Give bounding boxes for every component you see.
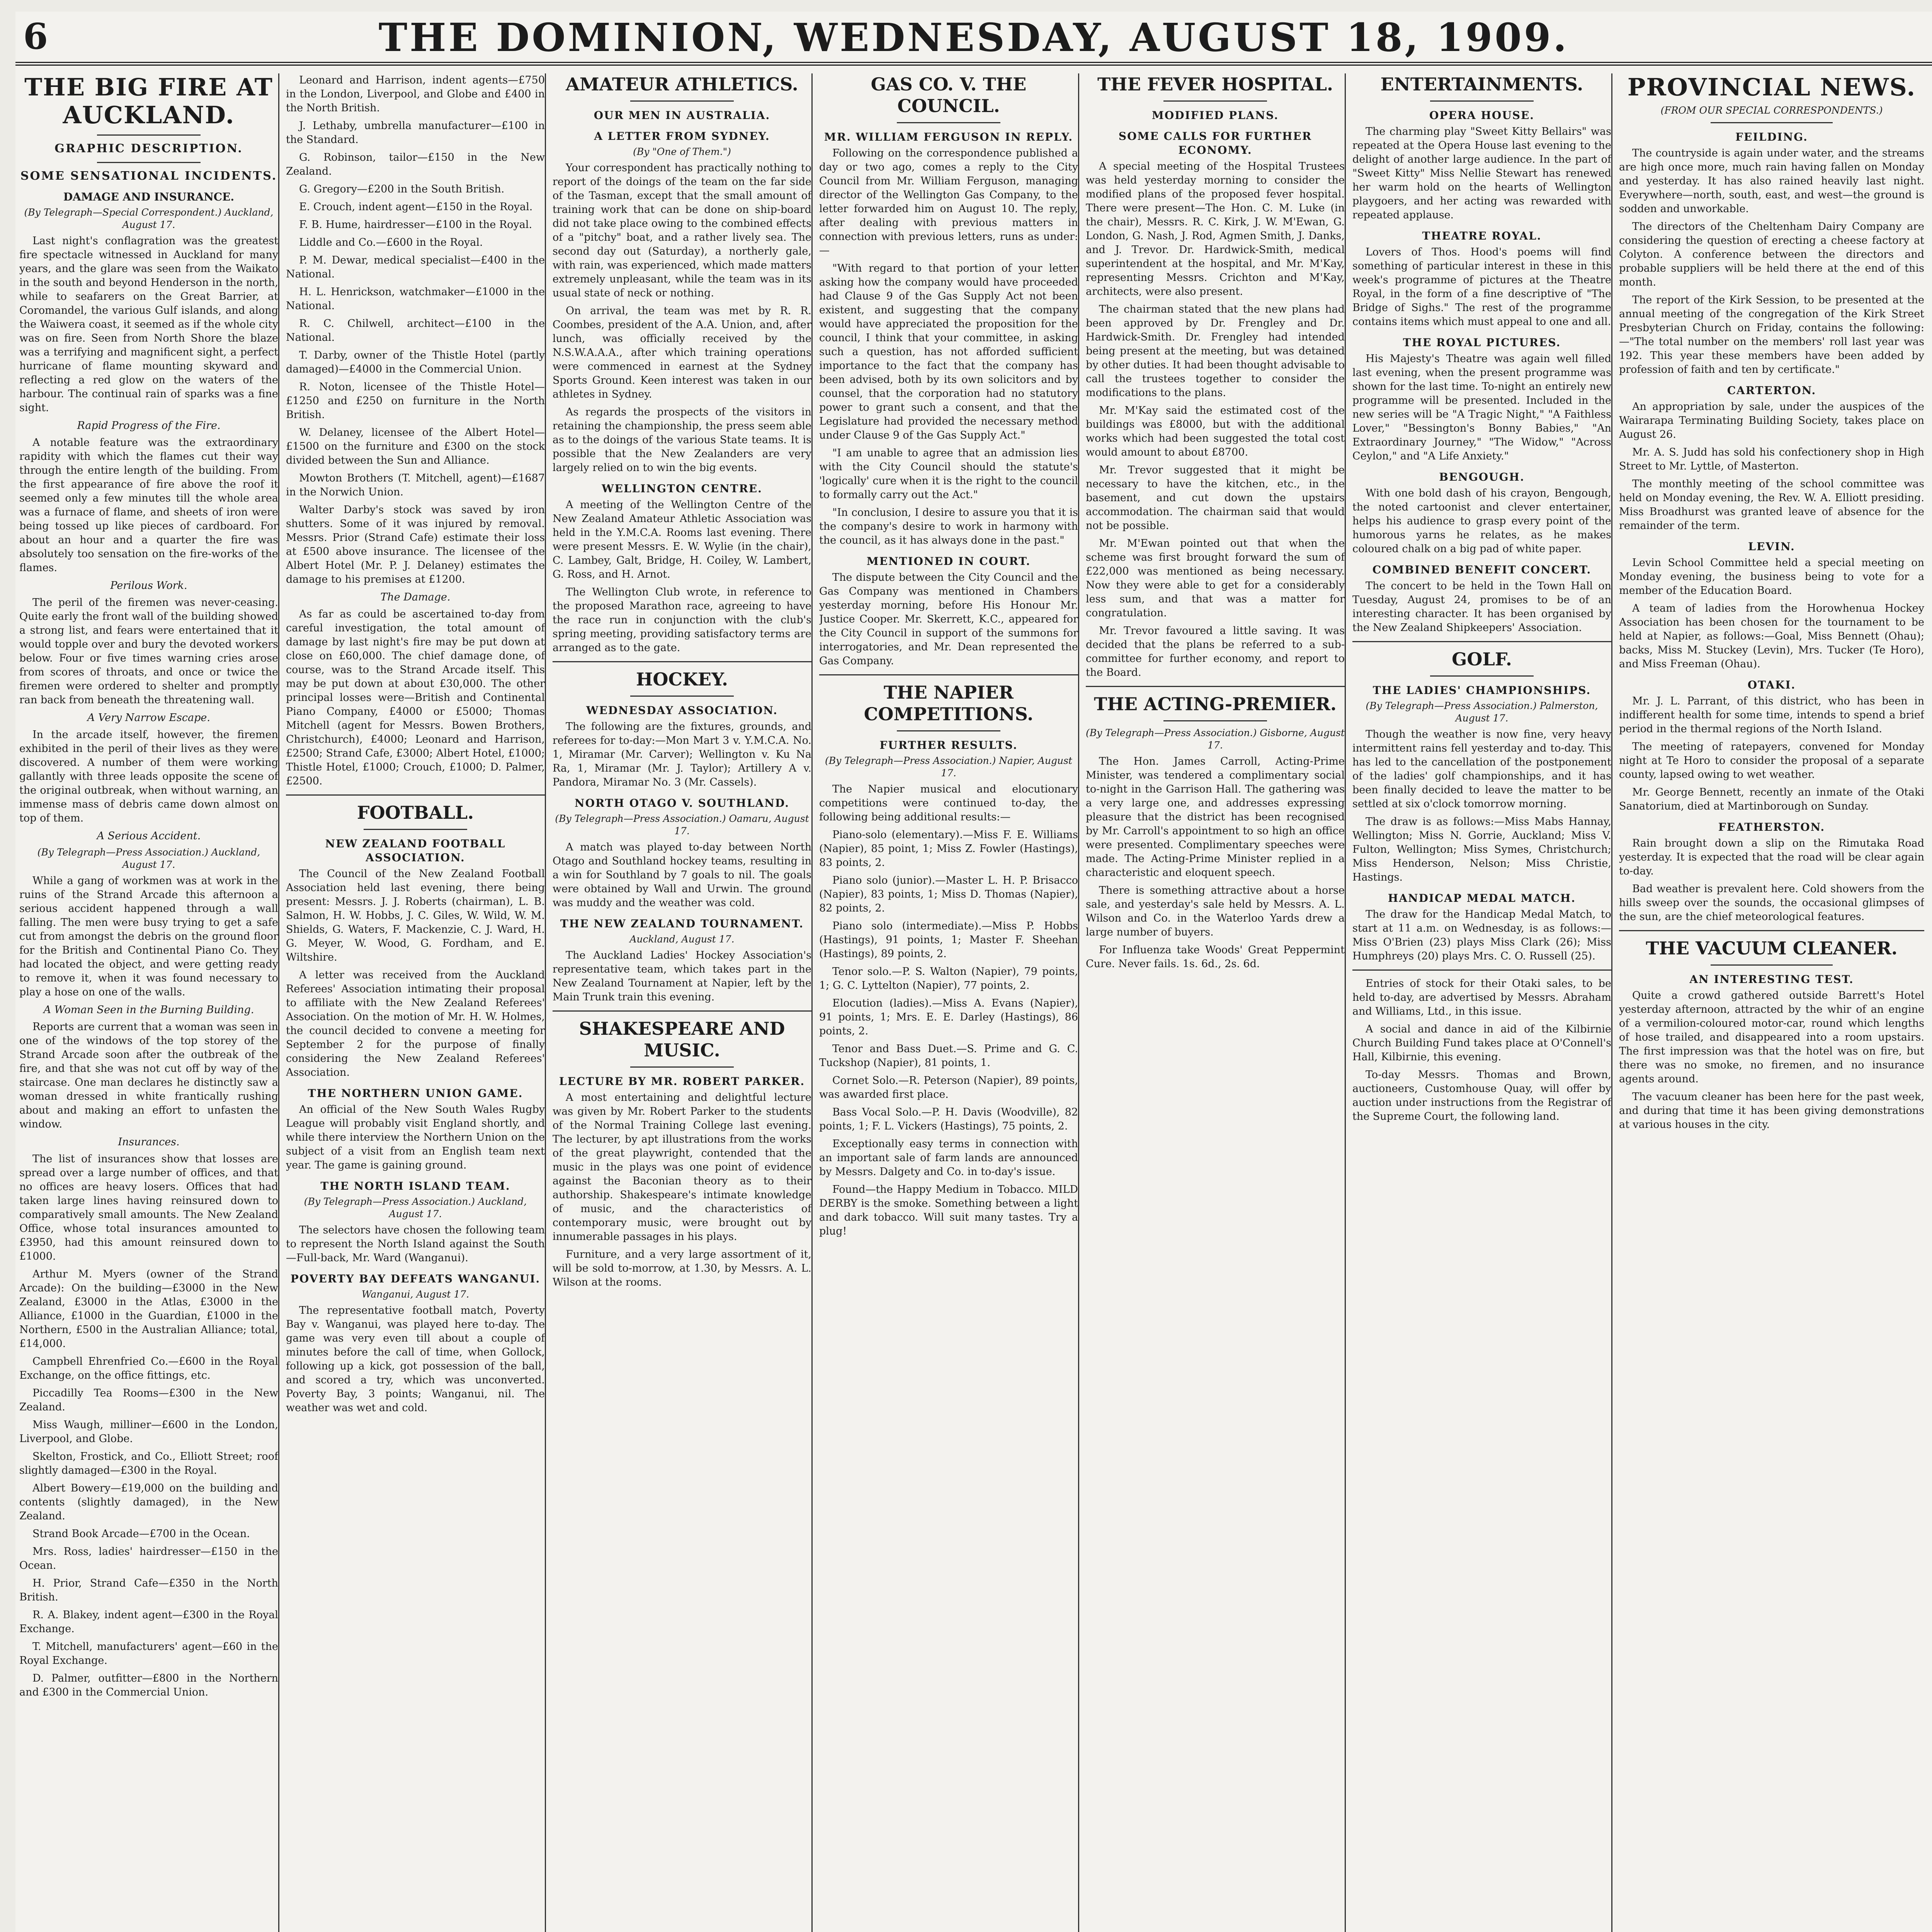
divider: [1711, 122, 1833, 123]
paragraph: For Influenza take Woods' Great Peppermint Cure. Never fails. 1s. 6d., 2s. 6d.: [1086, 944, 1345, 970]
newspaper-page: [15, 12, 1932, 1932]
paragraph: The Hon. James Carroll, Acting-Prime Minister, was tendered a complimentary social to-night in the Garrison Hall. The gathering was a very large one, and addresses expressing pleasure that the district has been recognised by Mr. Carroll's appointment to so high an office were presented. Complimentary speeches were made. The Acting-Prime Minister replied in a characteristic and eloquent speech.: [1086, 755, 1345, 879]
section-serious-accident: A Serious Accident.: [97, 830, 201, 842]
headline-vacuum-cleaner: THE VACUUM CLEANER.: [1646, 938, 1898, 959]
divider: [553, 661, 811, 662]
list-item: Leonard and Harrison, indent agents—£750 in the London, Liverpool, and Globe and £400 in the North British.: [286, 74, 545, 114]
paragraph: Walter Darby's stock was saved by iron shutters. Some of it was injured by removal. Messrs. Prior (Strand Cafe) estimate their loss at £500 above insurance. The licensee of the Albert Hotel (Mr. P. J. Delaney) estimates the damage to his premises at £1200.: [286, 504, 545, 585]
credit-line: Wanganui, August 17.: [361, 1289, 469, 1300]
paragraph: An official of the New South Wales Rugby League will probably visit England shortly, and while there interview the Northern Union on the subject of a visit from an English team next year. The game is gaining ground.: [286, 1104, 545, 1171]
divider: [897, 730, 1000, 731]
divider: [630, 100, 734, 102]
credit-line: Auckland, August 17.: [629, 934, 735, 945]
divider: [364, 829, 467, 830]
paragraph: The Napier musical and elocutionary competitions were continued to-day, the following being additional results:—: [819, 783, 1078, 823]
subhead-north-otago-southland: NORTH OTAGO V. SOUTHLAND.: [575, 797, 789, 810]
subhead-ferguson-reply: MR. WILLIAM FERGUSON IN REPLY.: [824, 131, 1073, 143]
list-item: P. M. Dewar, medical specialist—£400 in the National.: [286, 254, 545, 280]
headline-entertainments: ENTERTAINMENTS.: [1380, 74, 1583, 95]
divider: [1086, 686, 1345, 687]
paragraph: The concert to be held in the Town Hall on Tuesday, August 24, promises to be of an interesting character. It has been organised by the New Zealand Shipkeepers' Association.: [1352, 580, 1611, 634]
paragraph: "I am unable to agree that an admission lies with the City Council should the statute's 'logically' cure when it is the right to the council to formally carry out the Act.": [819, 447, 1078, 501]
headline-provincial-news: PROVINCIAL NEWS.: [1627, 73, 1916, 101]
paragraph: To-day Messrs. Thomas and Brown, auctioneers, Customhouse Quay, will offer by auction under instructions from the Registrar of the Supreme Court, the following land.: [1352, 1069, 1611, 1122]
list-item: Piccadilly Tea Rooms—£300 in the New Zealand.: [19, 1387, 278, 1413]
subhead-letter-sydney: A LETTER FROM SYDNEY.: [594, 130, 770, 143]
subhead-featherston: FEATHERSTON.: [1718, 821, 1825, 833]
paragraph: A most entertaining and delightful lecture was given by Mr. Robert Parker to the students of the Normal Training College last evening. The lecturer, by apt illustrations from the works of the great playwright, contended that the music in the plays was one point of evidence against the Baconian theory as to their authorship. Shakespeare's intimate knowledge of music, and the characteristics of contemporary music, were brought out by innumerable passages in his plays.: [553, 1092, 811, 1243]
headline-golf: GOLF.: [1452, 649, 1512, 670]
list-item: Mowton Brothers (T. Mitchell, agent)—£1687 in the Norwich Union.: [286, 472, 545, 498]
subhead-otaki: OTAKI.: [1747, 679, 1796, 691]
paragraph: A social and dance in aid of the Kilbirnie Church Building Fund takes place at O'Connell's Hall, Kilbirnie, this evening.: [1352, 1023, 1611, 1063]
headline-gas-co-council: GAS CO. V. THE COUNCIL.: [871, 74, 1027, 116]
section-perilous-work: Perilous Work.: [110, 580, 187, 592]
paragraph: The peril of the firemen was never-ceasing. Quite early the front wall of the building showed a strong list, and fears were entertained that it would topple over and bury the devoted workers below. Four or five times warning cries arose from scores of throats, and once or twice the firemen were ordered to shelter and promptly ran back from beneath the threatening wall.: [19, 597, 278, 706]
paragraph: Last night's conflagration was the greatest fire spectacle witnessed in Auckland for many years, and the glare was seen from the Waikato in the south and beyond Henderson in the north, while to seafarers on the Great Barrier, at Coromandel, the various Gulf islands, and along the Waiwera coast, it seemed as if the whole city was on fire. Seen from North Shore the blaze was a terrifying and magnificent sight, a perfect hurricane of flame mounting skyward and reflecting a red glow on the waters of the harbour. The continual rain of sparks was a fine sight.: [19, 235, 278, 414]
column-5: [1086, 73, 1346, 1932]
divider: [1163, 100, 1267, 102]
column-6: [1352, 73, 1612, 1932]
paragraph: Exceptionally easy terms in connection with an important sale of farm lands are announced by Messrs. Dalgety and Co. in to-day's issue.: [819, 1138, 1078, 1178]
paragraph: A match was played to-day between North Otago and Southland hockey teams, resulting in a win for Southland by 7 goals to nil. The goals were obtained by Wall and Urwin. The ground was muddy and the weather was cold.: [553, 841, 811, 909]
paragraph: Rain brought down a slip on the Rimutaka Road yesterday. It is expected that the road will be clear again to-day.: [1619, 837, 1924, 877]
paragraph: Though the weather is now fine, very heavy intermittent rains fell yesterday and to-day. This has led to the cancellation of the postponement of the ladies' golf championships, and it has been finally decided to leave the matter to be settled at six o'clock tomorrow morning.: [1352, 728, 1611, 810]
paragraph: Found—the Happy Medium in Tobacco. MILD DERBY is the smoke. Something between a light and dark tobacco. Will suit many tastes. Try a plug!: [819, 1184, 1078, 1237]
list-item: Strand Book Arcade—£700 in the Ocean.: [32, 1528, 250, 1540]
divider: [1430, 675, 1534, 677]
list-item: Liddle and Co.—£600 in the Royal.: [299, 236, 483, 248]
newspaper-title: THE DOMINION, WEDNESDAY, AUGUST 18, 1909.: [378, 15, 1569, 60]
subhead-wednesday-association: WEDNESDAY ASSOCIATION.: [586, 704, 778, 717]
credit-line: (By "One of Them."): [633, 146, 731, 157]
paragraph: Mr. Trevor suggested that it might be necessary to have the kitchen, etc., in the basement, and cut down the upstairs accommodation. The chairman said that would not be possible.: [1086, 464, 1345, 532]
paragraph: Furniture, and a very large assortment of it, will be sold to-morrow, at 1.30, by Messrs. A. L. Wilson at the rooms.: [553, 1248, 811, 1288]
paragraph: A team of ladies from the Horowhenua Hockey Association has been chosen for the tournament to be held at Napier, as follows:—Goal, Miss Bennett (Ohau); backs, Miss M. Stuckey (Levin), Mrs. Tucker (Te Horo), and Miss Freeman (Ohau).: [1619, 602, 1924, 670]
headline-fever-hospital: THE FEVER HOSPITAL.: [1097, 74, 1333, 95]
paragraph: Levin School Committee held a special meeting on Monday evening, the business being to vote for a member of the Education Board.: [1619, 557, 1924, 597]
paragraph: "In conclusion, I desire to assure you that it is the company's desire to work in harmony with the council, as it has always done in the past.": [819, 507, 1078, 546]
list-item: Skelton, Frostick, and Co., Elliott Street; roof slightly damaged—£300 in the Royal.: [19, 1451, 278, 1476]
subhead-feilding: FEILDING.: [1735, 131, 1808, 143]
subhead-north-island-team: THE NORTH ISLAND TEAM.: [320, 1180, 510, 1192]
subhead-ladies-championships: THE LADIES' CHAMPIONSHIPS.: [1372, 684, 1591, 697]
paragraph: A special meeting of the Hospital Trustees was held yesterday morning to consider the modified plans of the proposed fever hospital. There were present—The Hon. C. M. Luke (in the chair), Messrs. R. C. Kirk, J. W. M'Ewan, G. London, G. Nash, J. Rod, Agmen Smith, J. Danks, and J. Trevor. Dr. Hardwick-Smith, medical superintendent at the hospital, and Mr. M'Kay, representing Messrs. Crichton and M'Kay, architects, were also present.: [1086, 160, 1345, 298]
subhead-nz-tournament: THE NEW ZEALAND TOURNAMENT.: [560, 917, 804, 930]
list-item: Tenor and Bass Duet.—S. Prime and G. C. Tuckshop (Napier), 81 points, 1.: [819, 1043, 1078, 1069]
paragraph: Mr. George Bennett, recently an inmate of the Otaki Sanatorium, died at Martinborough on Sunday.: [1619, 786, 1924, 812]
paragraph: There is something attractive about a horse sale, and yesterday's sale held by Messrs. A. L. Wilson and Co. in the Waterloo Yards drew a large number of buyers.: [1086, 884, 1345, 938]
paragraph: With one bold dash of his crayon, Bengough, the noted cartoonist and clever entertainer, helps his audience to grasp every point of the humorous yarns he relates, as he makes coloured chalk on a big pad of white paper.: [1352, 487, 1611, 555]
paragraph: Quite a crowd gathered outside Barrett's Hotel yesterday afternoon, attracted by the whir of an engine of a vermilion-coloured motor-car, round which lengths of hose trailed, and disappeared into a room upstairs. The first impression was that the hotel was on fire, but there was no smoke, no firemen, and no insurance agents around.: [1619, 990, 1924, 1085]
subhead-mentioned-court: MENTIONED IN COURT.: [866, 555, 1031, 568]
paragraph: Mr. A. S. Judd has sold his confectionery shop in High Street to Mr. Lyttle, of Masterton.: [1619, 446, 1924, 472]
paragraph: The representative football match, Poverty Bay v. Wanganui, was played here to-day. The game was very even till about a couple of minutes before the call of time, when Gollock, following up a kick, got possession of the ball, and scored a try, which was unconverted. Poverty Bay, 3 points; Wanganui, nil. The weather was wet and cold.: [286, 1304, 545, 1414]
paragraph: Mr. M'Kay said the estimated cost of the buildings was £8000, but with the additional works which had been suggested the total cost would amount to about £8700.: [1086, 405, 1345, 458]
list-item: Miss Waugh, milliner—£600 in the London, Liverpool, and Globe.: [19, 1419, 278, 1445]
list-item: G. Gregory—£200 in the South British.: [299, 183, 505, 195]
credit-line: (By Telegraph—Press Association.) Gisborne, August 17.: [1086, 727, 1345, 751]
headline-shakespeare-music: SHAKESPEARE AND MUSIC.: [579, 1018, 785, 1061]
paragraph: Mr. J. L. Parrant, of this district, who has been in indifferent health for some time, intends to spend a brief period in the thermal regions of the North Island.: [1619, 695, 1924, 735]
column-2: [286, 73, 546, 1932]
column-1: [19, 73, 279, 1932]
headline-hockey: HOCKEY.: [636, 669, 728, 690]
section-woman-seen: A Woman Seen in the Burning Building.: [43, 1004, 254, 1016]
headline-big-fire: THE BIG FIRE AT AUCKLAND.: [24, 73, 273, 129]
subhead-further-economy: SOME CALLS FOR FURTHER ECONOMY.: [1118, 130, 1312, 156]
headline-football: FOOTBALL.: [357, 802, 474, 823]
section-insurances: Insurances.: [118, 1136, 180, 1148]
divider: [630, 1066, 734, 1068]
paragraph: The monthly meeting of the school committee was held on Monday evening, the Rev. W. A. Elliott presiding. Miss Broadhurst was granted leave of absence for the remainder of the term.: [1619, 478, 1924, 532]
paragraph: The Council of the New Zealand Football Association held last evening, there being present: Messrs. J. J. Roberts (chairman), L. B. Salmon, H. W. Hobbs, J. C. Giles, W. Wild, W. M. Shields, G. Waters, F. Mackenzie, C. J. Ward, H. G. Meyer, W. Wood, G. Fordham, and E. Wiltshire.: [286, 868, 545, 963]
list-item: T. Darby, owner of the Thistle Hotel (partly damaged)—£4000 in the Commercial Union.: [286, 349, 545, 375]
list-item: G. Robinson, tailor—£150 in the New Zealand.: [286, 151, 545, 177]
credit-line: (By Telegraph—Press Association.) Auckland, August 17.: [304, 1196, 527, 1219]
credit-line: (By Telegraph—Press Association.) Oamaru, August 17.: [555, 813, 809, 837]
paragraph: The report of the Kirk Session, to be presented at the annual meeting of the congregation of the Kirk Street Presbyterian Church on Friday, contains the following:—"The total number on the members' roll last year was 192. This year these members have been added by profession of faith and ten by certificate.": [1619, 294, 1924, 376]
subhead-wellington-centre: WELLINGTON CENTRE.: [602, 482, 762, 495]
paragraph: Your correspondent has practically nothing to report of the doings of the team on the far side of the Tasman, except that the small amount of training work that can be done on ship-board did not take place owing to the combined effects of a "pitchy" boat, and a rather lively sea. The second day out (Saturday), a northerly gale, with rain, was experienced, which made matters extremely unpleasant, while the team was in its usual state of neck or nothing.: [553, 162, 811, 299]
divider: [286, 794, 545, 796]
divider: [1430, 100, 1534, 102]
list-item: D. Palmer, outfitter—£800 in the Northern and £300 in the Commercial Union.: [19, 1672, 278, 1698]
page-number: 6: [23, 15, 48, 57]
subhead-modified-plans: MODIFIED PLANS.: [1151, 109, 1279, 122]
section-the-damage: The Damage.: [380, 591, 451, 603]
paragraph: A letter was received from the Auckland Referees' Association intimating their proposal to affiliate with the New Zealand Referees' Association. On the motion of Mr. H. W. Holmes, the council decided to convene a meeting for September 2 for the purpose of finally considering the New Zealand Referees' Association.: [286, 969, 545, 1078]
paragraph: An appropriation by sale, under the auspices of the Wairarapa Terminating Building Society, takes place on August 26.: [1619, 401, 1924, 440]
paragraph: Bad weather is prevalent here. Cold showers from the hills sweep over the sounds, the occasional glimpses of the sun, are the chief meteorological features.: [1619, 883, 1924, 923]
list-item: Bass Vocal Solo.—P. H. Davis (Woodville), 82 points, 1; F. L. Vickers (Hastings), 75 points, 2.: [819, 1106, 1078, 1132]
subhead-further-results: FURTHER RESULTS.: [879, 739, 1018, 752]
paragraph: "With regard to that portion of your letter asking how the company would have proceeded had Clause 9 of the Gas Supply Act not been existent, and suggesting that the company would have appreciated the proposition for the council, I think that your committee, in asking such a question, has not afforded sufficient importance to the fact that the company has been advised, both by its own solicitors and by counsel, that the corporation had no statutory power to grant such a consent, and that the Legislature had provided the necessary method under Clause 9 of the Gas Supply Act.": [819, 262, 1078, 441]
paragraph: The Auckland Ladies' Hockey Association's representative team, which takes part in the New Zealand Tournament at Napier, left by the Main Trunk train this evening.: [553, 949, 811, 1003]
subhead-graphic-description: GRAPHIC DESCRIPTION.: [54, 142, 243, 155]
list-item: T. Mitchell, manufacturers' agent—£60 in the Royal Exchange.: [19, 1641, 278, 1667]
list-item: R. C. Chilwell, architect—£100 in the National.: [286, 318, 545, 344]
list-item: H. L. Henrickson, watchmaker—£1000 in the National.: [286, 286, 545, 312]
list-item: F. B. Hume, hairdresser—£100 in the Royal.: [299, 219, 532, 231]
credit-line: (By Telegraph—Press Association.) Palmerston, August 17.: [1366, 700, 1598, 724]
divider: [1352, 641, 1611, 642]
headline-napier-competitions: THE NAPIER COMPETITIONS.: [864, 682, 1034, 724]
credit-line: (By Telegraph—Press Association.) Napier, August 17.: [825, 755, 1072, 779]
divider: [553, 1010, 811, 1012]
paragraph: On arrival, the team was met by R. R. Coombes, president of the A.A. Union, and, after lunch, was officially received by the N.S.W.A.A.A., after which training operations were commenced in earnest at the Sydney Sports Ground. Keen interest was taken in our athletes in Sydney.: [553, 305, 811, 400]
paragraph: The charming play "Sweet Kitty Bellairs" was repeated at the Opera House last evening to the delight of another large audience. In the part of "Sweet Kitty" Miss Nellie Stewart has renewed her warm hold on the hearts of Wellington playgoers, and her acting was rewarded with repeated applause.: [1352, 126, 1611, 221]
subhead-our-men-australia: OUR MEN IN AUSTRALIA.: [594, 109, 770, 122]
paragraph: The draw is as follows:—Miss Mabs Hannay, Wellington; Miss N. Gorrie, Auckland; Miss V. Fulton, Wellington; Miss Symes, Christchurch; Miss Henderson, Nelson; Miss Christie, Hastings.: [1352, 816, 1611, 883]
subhead-interesting-test: AN INTERESTING TEST.: [1689, 973, 1854, 986]
paragraph: The selectors have chosen the following team to represent the North Island against the South—Full-back, Mr. Ward (Wanganui).: [286, 1224, 545, 1264]
section-rapid-progress: Rapid Progress of the Fire.: [77, 420, 221, 432]
divider: [630, 696, 734, 697]
paragraph: Reports are current that a woman was seen in one of the windows of the top storey of the Strand Arcade soon after the outbreak of the fire, and that she was not cut off by way of the staircase. One man declares he distinctly saw a woman dressed in white frantically rushing about and making an effort to unfasten the window.: [19, 1021, 278, 1130]
subhead-northern-union: THE NORTHERN UNION GAME.: [308, 1087, 523, 1100]
paragraph: The dispute between the City Council and the Gas Company was mentioned in Chambers yesterday morning, before His Honour Mr. Justice Cooper. Mr. Skerrett, K.C., appeared for the City Council in support of the summons for interrogatories, and Mr. Dean represented the Gas Company.: [819, 571, 1078, 667]
paragraph: The directors of the Cheltenham Dairy Company are considering the question of erecting a cheese factory at Colyton. A conference between the directors and probable suppliers will be held there at the end of this month.: [1619, 221, 1924, 288]
paragraph: The chairman stated that the new plans had been approved by Dr. Frengley and Dr. Hardwick-Smith. Dr. Frengley had intended being present at the meeting, but was detained by other duties. It had been thought advisable to call the trustees together to consider the modifications to the plans.: [1086, 303, 1345, 399]
list-item: Albert Bowery—£19,000 on the building and contents (slightly damaged), in the New Zealand.: [19, 1482, 278, 1522]
subhead-theatre-royal: THEATRE ROYAL.: [1422, 230, 1542, 242]
paragraph: The countryside is again under water, and the streams are high once more, much rain having fallen on Monday and yesterday. It has also rained heavily last night. Everywhere—north, south, east, and west—the ground is sodden and unworkable.: [1619, 147, 1924, 215]
paragraph: The following are the fixtures, grounds, and referees for to-day:—Mon Mart 3 v. Y.M.C.A. No. 1, Miramar (Mr. Carver); Wellington v. Ku Na Ra, 1, Miramar (Mr. J. Taylor); Artillery A v. Pandora, Miramar No. 3 (Mr. Cassels).: [553, 721, 811, 788]
subhead-sensational-incidents: SOME SENSATIONAL INCIDENTS.: [20, 169, 277, 183]
divider: [1619, 930, 1924, 931]
paragraph: Lovers of Thos. Hood's poems will find something of particular interest in these in this week's programme of pictures at the Theatre Royal, in the form of a fine descriptive of "The Bridge of Sighs." The rest of the programme contains items which must appeal to one and all.: [1352, 246, 1611, 328]
divider: [1352, 969, 1611, 971]
section-narrow-escape: A Very Narrow Escape.: [87, 712, 210, 724]
subhead-royal-pictures: THE ROYAL PICTURES.: [1403, 336, 1561, 349]
section-damage-insurance: DAMAGE AND INSURANCE.: [63, 190, 235, 203]
paragraph: As far as could be ascertained to-day from careful investigation, the total amount of damage by last night's fire may be put down at close on £60,000. The chief damage done, of course, was to the Strand Arcade itself. This may be put down at about £30,000. The other principal losses were—British and Continental Piano Company, £4000 or £5000; Thomas Mitchell (agent for Messrs. Bowen Brothers, Christchurch), £4000; Leonard and Harrison, £2500; Strand Cafe, £3000; Albert Hotel, £1000; Thistle Hotel, £1000; Crouch, £1000; D. Palmer, £2500.: [286, 608, 545, 787]
divider: [897, 122, 1000, 123]
subhead-handicap-medal: HANDICAP MEDAL MATCH.: [1388, 892, 1576, 905]
subhead-levin: LEVIN.: [1748, 540, 1795, 553]
list-item: Cornet Solo.—R. Peterson (Napier), 89 points, was awarded first place.: [819, 1075, 1078, 1100]
divider: [1163, 720, 1267, 721]
list-item: R. Noton, licensee of the Thistle Hotel—£1250 and £250 on furniture in the North British.: [286, 381, 545, 421]
column-7: [1619, 73, 1924, 1932]
list-item: Piano-solo (elementary).—Miss F. E. Williams (Napier), 85 point, 1; Miss Z. Fowler (Hastings), 83 points, 2.: [819, 829, 1078, 869]
paragraph: While a gang of workmen was at work in the ruins of the Strand Arcade this afternoon a serious accident happened through a wall falling. The men were busy trying to get a safe cut from amongst the debris on the ground floor for the British and Continental Piano Co. They had located the object, and were getting ready to remove it, when it was found necessary to play a hose on one of the walls.: [19, 875, 278, 998]
list-item: Piano solo (intermediate).—Miss P. Hobbs (Hastings), 91 points, 1; Master F. Sheehan (Hastings), 89 points, 2.: [819, 920, 1078, 960]
paragraph: In the arcade itself, however, the firemen exhibited in the peril of their lives as they were discovered. A number of them were working gallantly with three leads opposite the scene of the original outbreak, when without warning, an immense mass of debris came down almost on top of them.: [19, 729, 278, 824]
headline-amateur-athletics: AMATEUR ATHLETICS.: [566, 74, 798, 95]
headline-acting-premier: THE ACTING-PREMIER.: [1094, 694, 1337, 714]
list-item: Arthur M. Myers (owner of the Strand Arcade): On the building—£3000 in the New Zealand, £3000 in the Atlas, £3000 in the Alliance, £1000 in the Guardian, £1000 in the Northern, £500 in the Australian Alliance; total, £14,000.: [19, 1268, 278, 1350]
paragraph: Following on the correspondence published a day or two ago, comes a reply to the City Council from Mr. William Ferguson, managing director of the Wellington Gas Company, to the letter forwarded him on August 10. The reply, after dealing with previous matters in connection with previous letters, runs as under:—: [819, 147, 1078, 257]
paragraph: The list of insurances show that losses are spread over a large number of offices, and that no offices are heavy losers. Offices that had taken large lines having reinsured down to comparatively small amounts. The New Zealand Office, whose total insurances amounted to £3950, had this amount reinsured down to £1000.: [19, 1153, 278, 1262]
list-item: Tenor solo.—P. S. Walton (Napier), 79 points, 1; G. C. Lyttelton (Napier), 77 points, 2.: [819, 966, 1078, 992]
column-3: [553, 73, 813, 1932]
credit-line: (FROM OUR SPECIAL CORRESPONDENTS.): [1660, 105, 1883, 116]
credit-line: (By Telegraph—Press Association.) Auckland, August 17.: [37, 847, 260, 870]
list-item: W. Delaney, licensee of the Albert Hotel—£1500 on the furniture and £300 on the stock divided between the Sun and Alliance.: [286, 427, 545, 466]
paragraph: His Majesty's Theatre was again well filled last evening, when the present programme was shown for the last time. To-night an entirely new programme will be presented. Included in the new series will be "A Tragic Night," "A Faithless Lover," "Bessington's Bonny Babies," "An Extraordinary Journey," "The Widow," "Across Ceylon," and "A Life Anxiety.": [1352, 353, 1611, 462]
subhead-poverty-bay: POVERTY BAY DEFEATS WANGANUI.: [290, 1272, 541, 1285]
divider: [97, 134, 201, 136]
list-item: H. Prior, Strand Cafe—£350 in the North British.: [19, 1577, 278, 1603]
paragraph: Mr. Trevor favoured a little saving. It was decided that the plans be referred to a sub-committee for further economy, and report to the Board.: [1086, 625, 1345, 679]
paragraph: Entries of stock for their Otaki sales, to be held to-day, are advertised by Messrs. Abraham and Williams, Ltd., in this issue.: [1352, 978, 1611, 1017]
paragraph: The Wellington Club wrote, in reference to the proposed Marathon race, agreeing to have the race run in conjunction with the club's spring meeting, providing satisfactory terms are arranged as to the gate.: [553, 586, 811, 654]
paragraph: Mr. M'Ewan pointed out that when the scheme was first brought forward the sum of £22,000 was mentioned as being necessary. Now they were able to get for a considerably less sum, and that was a matter for congratulation.: [1086, 537, 1345, 619]
paragraph: The vacuum cleaner has been here for the past week, and during that time it has been giving demonstrations at various houses in the city.: [1619, 1091, 1924, 1131]
list-item: Campbell Ehrenfried Co.—£600 in the Royal Exchange, on the office fittings, etc.: [19, 1355, 278, 1381]
subhead-bengough: BENGOUGH.: [1439, 471, 1525, 483]
divider: [1711, 964, 1833, 966]
list-item: E. Crouch, indent agent—£150 in the Royal.: [299, 201, 533, 213]
paragraph: A meeting of the Wellington Centre of the New Zealand Amateur Athletic Association was held in the Y.M.C.A. Rooms last evening. There were present Messrs. E. W. Wylie (in the chair), C. Lambey, Galt, Bridge, H. Coiley, W. Lambert, G. Ross, and H. Arnot.: [553, 499, 811, 580]
divider: [819, 674, 1078, 675]
list-item: Elocution (ladies).—Miss A. Evans (Napier), 91 points, 1; Mrs. E. E. Darley (Hastings), 86 points, 2.: [819, 997, 1078, 1037]
paragraph: A notable feature was the extraordinary rapidity with which the flames cut their way through the entire length of the building. From the first appearance of fire above the roof it seemed only a few minutes till the whole area was a furnace of flame, and sheets of iron were being tossed up like pieces of cardboard. For about an hour and a quarter the fire was absolutely too sensation on the fire-works of the flames.: [19, 437, 278, 574]
divider: [97, 162, 201, 163]
subhead-nz-football-association: NEW ZEALAND FOOTBALL ASSOCIATION.: [325, 837, 506, 864]
masthead: [15, 12, 1932, 66]
paragraph: As regards the prospects of the visitors in retaining the championship, the press seem able as to the doings of the various State teams. It is possible that the New Zealanders are very largely relied on to win the big events.: [553, 406, 811, 474]
list-item: J. Lethaby, umbrella manufacturer—£100 in the Standard.: [286, 120, 545, 146]
subhead-carterton: CARTERTON.: [1727, 384, 1816, 397]
subhead-benefit-concert: COMBINED BENEFIT CONCERT.: [1372, 563, 1592, 576]
list-item: Mrs. Ross, ladies' hairdresser—£150 in the Ocean.: [19, 1546, 278, 1571]
subhead-opera-house: OPERA HOUSE.: [1429, 109, 1535, 122]
paragraph: The draw for the Handicap Medal Match, to start at 11 a.m. on Wednesday, is as follows:—Miss O'Brien (23) plays Miss Clark (26); Miss Humphreys (20) plays Mrs. C. O. Russell (25).: [1352, 908, 1611, 962]
paragraph: The meeting of ratepayers, convened for Monday night at Te Horo to consider the proposal of a separate county, lapsed owing to wet weather.: [1619, 741, 1924, 781]
credit-line: (By Telegraph—Special Correspondent.) Auckland, August 17.: [24, 207, 274, 230]
column-4: [819, 73, 1079, 1932]
list-item: R. A. Blakey, indent agent—£300 in the Royal Exchange.: [19, 1609, 278, 1635]
subhead-lecture: LECTURE BY MR. ROBERT PARKER.: [559, 1075, 805, 1088]
list-item: Piano solo (junior).—Master L. H. P. Brisacco (Napier), 83 points, 1; Miss D. Thomas (Napier), 82 points, 2.: [819, 874, 1078, 914]
